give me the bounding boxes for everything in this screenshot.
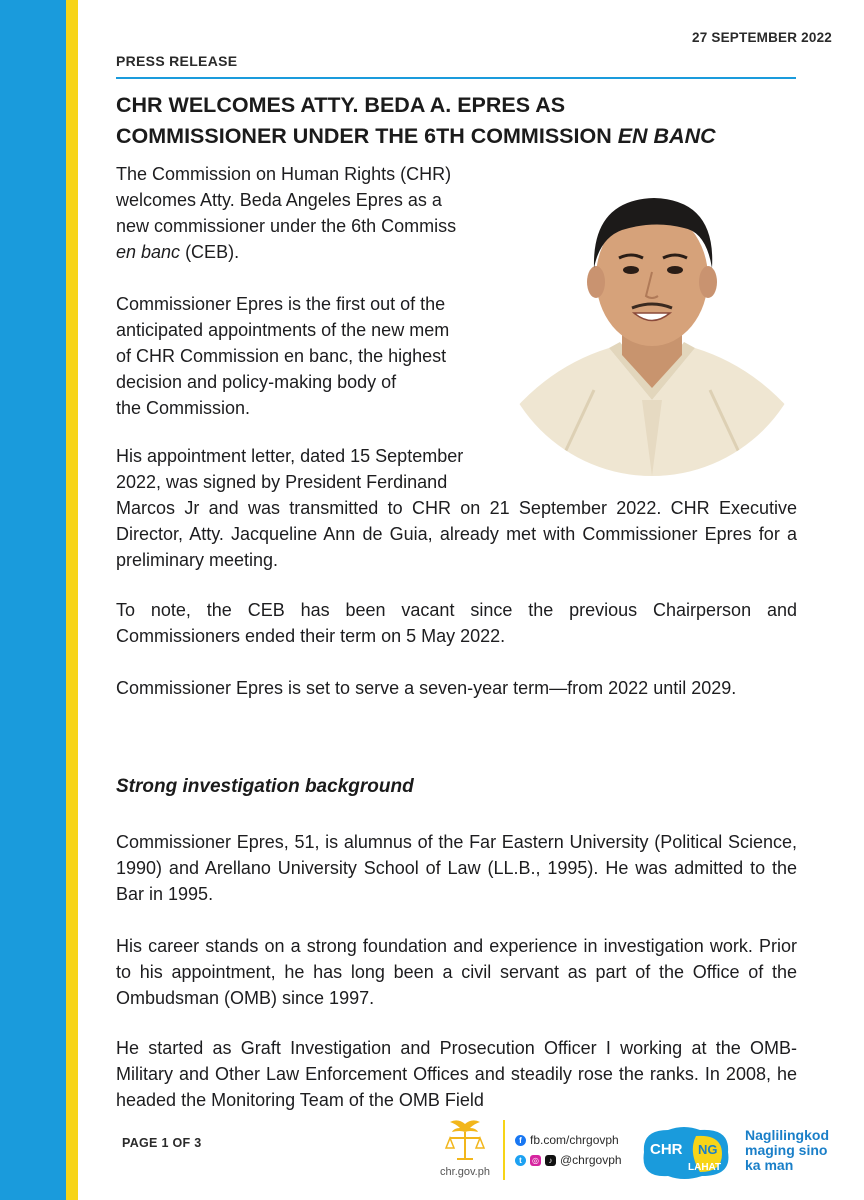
intro-paragraph-1 bbox=[116, 161, 511, 265]
intro-paragraph-3-rest: Marcos Jr and was transmitted to CHR on 21 September 2022. CHR Executive Director, Atty. Jacqueline Ann de Guia, already met with Commissioner Epres for a preliminary meeting. bbox=[116, 498, 797, 570]
body-paragraph-4: To note, the CEB has been vacant since the previous Chairperson and Commissioners ended their term on 5 May 2022. bbox=[116, 600, 797, 646]
website-url[interactable]: chr.gov.ph bbox=[440, 1166, 490, 1178]
body-paragraph-6: Commissioner Epres, 51, is alumnus of the Far Eastern University (Political Science, 1990) and Arellano University School of Law (LL.B., 1995). He was admitted to the Bar in 1995. bbox=[116, 832, 797, 904]
intro-paragraph-2 bbox=[116, 291, 511, 421]
intro-paragraph-3-start bbox=[116, 443, 511, 495]
facebook-text: fb.com/chrgovph bbox=[530, 1133, 619, 1147]
facebook-link[interactable] bbox=[515, 1133, 619, 1147]
badge-text-chr: CHR bbox=[650, 1141, 683, 1158]
handle-text: @chrgovph bbox=[560, 1153, 622, 1167]
text-line: the Commission. bbox=[116, 398, 251, 418]
tiktok-icon: ♪ bbox=[545, 1155, 556, 1166]
tagline-line: ka man bbox=[745, 1157, 794, 1173]
text-line: 2022, was signed by President Ferdinand bbox=[116, 472, 448, 492]
header-rule bbox=[116, 77, 796, 79]
title-line-1: CHR WELCOMES ATTY. BEDA A. EPRES AS bbox=[116, 93, 566, 117]
social-handle-link[interactable] bbox=[515, 1153, 622, 1167]
press-release-label: PRESS RELEASE bbox=[116, 53, 238, 69]
commissioner-photo bbox=[482, 160, 812, 490]
text-line: The Commission on Human Rights (CHR) bbox=[116, 164, 452, 184]
section-subheading: Strong investigation background bbox=[116, 776, 414, 797]
left-blue-stripe bbox=[0, 0, 66, 1200]
text-line: decision and policy-making body of bbox=[116, 372, 397, 392]
text-line: welcomes Atty. Beda Angeles Epres as a bbox=[116, 190, 442, 210]
portrait-illustration bbox=[494, 160, 810, 476]
footer-divider bbox=[503, 1120, 505, 1180]
tagline-line: maging sino bbox=[745, 1142, 828, 1158]
page-number: PAGE 1 OF 3 bbox=[122, 1136, 202, 1150]
footer-tagline bbox=[745, 1128, 845, 1173]
facebook-icon: f bbox=[515, 1135, 526, 1146]
scales-logo-icon bbox=[440, 1118, 490, 1162]
text-line: of CHR Commission en banc, the highest bbox=[116, 346, 447, 366]
title-line-2: COMMISSIONER UNDER THE 6TH COMMISSION bbox=[116, 124, 618, 148]
photo-frame bbox=[494, 160, 810, 476]
badge-text-lahat: LAHAT bbox=[688, 1162, 722, 1173]
twitter-icon: t bbox=[515, 1155, 526, 1166]
chr-ng-lahat-badge bbox=[638, 1122, 734, 1182]
text-line: Commissioner Epres is the first out of the bbox=[116, 294, 446, 314]
text-line: new commissioner under the 6th Commiss bbox=[116, 216, 457, 236]
text-line: anticipated appointments of the new mem bbox=[116, 320, 450, 340]
page-title bbox=[116, 90, 816, 152]
text-line: His appointment letter, dated 15 September bbox=[116, 446, 464, 466]
tagline-line: Naglilingkod bbox=[745, 1127, 829, 1143]
instagram-icon: ◎ bbox=[530, 1155, 541, 1166]
badge-text-ng: NG bbox=[698, 1142, 718, 1157]
left-yellow-stripe bbox=[66, 0, 78, 1200]
text-line-italic: en banc bbox=[116, 242, 181, 262]
body-paragraph-7: His career stands on a strong foundation and experience in investigation work. Prior to his appointment, he has long been a civil servant as part of the Office of the Ombudsman (OMB) since 1997. bbox=[116, 936, 797, 1008]
title-italic: EN BANC bbox=[617, 124, 716, 148]
body-paragraph-5: Commissioner Epres is set to serve a seven-year term—from 2022 until 2029. bbox=[116, 678, 737, 698]
release-date: 27 SEPTEMBER 2022 bbox=[692, 30, 832, 45]
body-paragraph-8: He started as Graft Investigation and Prosecution Officer I working at the OMB-Military and Other Law Enforcement Offices and steadily rose the ranks. In 2008, he headed the Monitoring Team of the OMB Field bbox=[116, 1038, 797, 1110]
text-line: (CEB). bbox=[180, 242, 240, 262]
